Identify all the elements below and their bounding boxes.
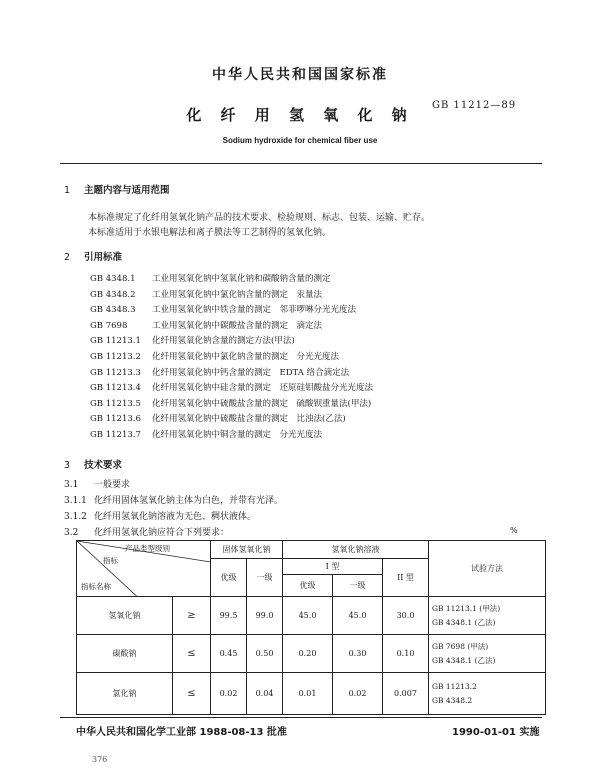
section-1-paragraph: 本标准规定了化纤用氢氧化钠产品的技术要求、检验规则、标志、包装、运输、贮存。 bbox=[88, 213, 431, 223]
section-title: 引用标准 bbox=[84, 252, 123, 263]
reference-code: GB 4348.2 bbox=[90, 289, 136, 300]
type-2-header: II 型 bbox=[383, 559, 429, 597]
clause-3-2 bbox=[64, 525, 229, 538]
test-method bbox=[429, 597, 546, 635]
value-solid-first: 0.04 bbox=[247, 673, 283, 715]
reference-title: 化纤用氢氧化钠中氯化钠含量的测定 分光光度法 bbox=[152, 352, 340, 362]
reference-item bbox=[90, 272, 331, 284]
value-solid-first: 0.50 bbox=[247, 635, 283, 673]
effective-date: 1990-01-01 实施 bbox=[452, 727, 540, 738]
reference-item bbox=[90, 366, 349, 378]
section-title: 主题内容与适用范围 bbox=[84, 185, 170, 196]
value-type1-first: 45.0 bbox=[333, 597, 383, 635]
value-type2: 0.10 bbox=[383, 635, 429, 673]
section-title: 技术要求 bbox=[84, 460, 123, 471]
value-solid-superior: 0.45 bbox=[211, 635, 247, 673]
reference-code: GB 11213.3 bbox=[90, 367, 141, 378]
reference-title: 化纤用氢氧化钠中硫酸盐含量的测定 硫酸钡重量法(甲法) bbox=[152, 398, 372, 409]
value-type1-superior: 0.01 bbox=[283, 673, 333, 715]
reference-code: GB 11213.1 bbox=[90, 336, 141, 347]
table-corner-header bbox=[77, 541, 211, 597]
reference-code: GB 7698 bbox=[90, 320, 128, 331]
corner-label-type: 产品类型级别 bbox=[125, 544, 170, 553]
clause-text: 化纤用固体氢氧化钠主体为白色，并带有光泽。 bbox=[94, 496, 284, 506]
reference-title: 工业用氢氧化钠中碳酸盐含量的测定 滴定法 bbox=[152, 320, 323, 331]
reference-item bbox=[90, 288, 322, 300]
reference-title: 工业用氢氧化钠中氯化钠含量的测定 汞量法 bbox=[152, 289, 323, 300]
solution-header: 氢氧化钠溶液 bbox=[283, 541, 429, 559]
reference-title: 化纤用氢氧化钠中钙含量的测定 EDTA 络合滴定法 bbox=[152, 367, 350, 378]
standard-code: GB 11212—89 bbox=[432, 100, 517, 111]
value-type1-superior: 0.20 bbox=[283, 635, 333, 673]
grade-superior-solution: 优级 bbox=[283, 575, 333, 597]
section-number: 1 bbox=[64, 185, 71, 196]
section-1-paragraph: 本标准适用于水银电解法和离子膜法等工艺制得的氢氧化钠。 bbox=[88, 228, 332, 238]
indicator-name: 氢氧化钠 bbox=[77, 597, 173, 635]
corner-label-index: 指标 bbox=[103, 556, 118, 565]
reference-item bbox=[90, 303, 356, 315]
reference-item bbox=[90, 428, 322, 440]
reference-title: 化纤用氢氧化钠含量的测定方法(甲法) bbox=[152, 336, 295, 347]
clause-number: 3.1 bbox=[64, 480, 79, 490]
reference-code: GB 4348.3 bbox=[90, 305, 136, 316]
indicator-name: 氯化钠 bbox=[77, 673, 173, 715]
header-divider bbox=[60, 163, 542, 164]
value-solid-first: 99.0 bbox=[247, 597, 283, 635]
clause-text: 一般要求 bbox=[94, 480, 131, 490]
clause-text: 化纤用氢氧化钠应符合下列要求： bbox=[94, 528, 230, 538]
page-number: 376 bbox=[92, 755, 108, 764]
english-title: Sodium hydroxide for chemical fiber use bbox=[222, 136, 378, 145]
reference-code: GB 11213.2 bbox=[90, 352, 141, 362]
approval-line: 中华人民共和国化学工业部 1988-08-13 批准 bbox=[76, 727, 287, 738]
test-method-b: GB 4348.1 (乙法) bbox=[432, 617, 496, 627]
value-type1-first: 0.30 bbox=[333, 635, 383, 673]
table-row bbox=[77, 673, 546, 715]
reference-title: 化纤用氢氧化钠中硅含量的测定 还原硅钼酸盐分光光度法 bbox=[152, 383, 374, 394]
reference-code: GB 11213.6 bbox=[90, 414, 141, 425]
section-2-heading bbox=[64, 249, 122, 263]
reference-item bbox=[90, 381, 373, 393]
reference-item bbox=[90, 397, 371, 409]
value-type1-superior: 45.0 bbox=[283, 597, 333, 635]
test-method-a: GB 7698 (甲法) bbox=[432, 641, 489, 651]
issuing-organization: 中华人民共和国国家标准 bbox=[212, 67, 388, 83]
comparison-symbol: ≤ bbox=[173, 635, 211, 673]
reference-code: GB 11213.4 bbox=[90, 383, 141, 394]
reference-title: 化纤用氢氧化钠中硫酸盐含量的测定 比浊法(乙法) bbox=[152, 414, 346, 425]
table-row bbox=[77, 635, 546, 673]
corner-label-name: 指标名称 bbox=[81, 582, 111, 591]
clause-number: 3.1.1 bbox=[64, 496, 87, 506]
reference-item bbox=[90, 412, 346, 424]
reference-title: 化纤用氢氧化钠中铜含量的测定 分光光度法 bbox=[152, 430, 323, 440]
indicator-name: 碳酸钠 bbox=[77, 635, 173, 673]
value-type2: 0.007 bbox=[383, 673, 429, 715]
value-type1-first: 0.02 bbox=[333, 673, 383, 715]
clause-number: 3.2 bbox=[64, 528, 79, 538]
value-solid-superior: 0.02 bbox=[211, 673, 247, 715]
test-method bbox=[429, 673, 546, 715]
test-method-a: GB 11213.1 (甲法) bbox=[432, 603, 501, 613]
clause-3-1 bbox=[64, 477, 130, 490]
reference-title: 工业用氢氧化钠中氢氧化钠和碳酸钠含量的测定 bbox=[152, 274, 331, 284]
value-type2: 30.0 bbox=[383, 597, 429, 635]
solid-header: 固体氢氧化钠 bbox=[211, 541, 283, 559]
reference-item bbox=[90, 319, 322, 331]
document-title: 化 纤 用 氢 氧 化 钠 bbox=[186, 106, 414, 124]
grade-superior-solid: 优级 bbox=[211, 559, 247, 597]
specification-table bbox=[76, 540, 546, 715]
test-method bbox=[429, 635, 546, 673]
value-solid-superior: 99.5 bbox=[211, 597, 247, 635]
section-1-heading bbox=[64, 182, 170, 196]
unit-mark: % bbox=[510, 526, 518, 535]
grade-first-solid: 一级 bbox=[247, 559, 283, 597]
type-1-header: I 型 bbox=[283, 559, 383, 575]
section-3-heading bbox=[64, 457, 122, 471]
clause-3-1-1 bbox=[64, 493, 283, 506]
section-number: 3 bbox=[64, 460, 71, 471]
test-method-header: 试验方法 bbox=[429, 541, 546, 597]
grade-first-solution: 一级 bbox=[333, 575, 383, 597]
comparison-symbol: ≤ bbox=[173, 673, 211, 715]
table-row bbox=[77, 597, 546, 635]
reference-code: GB 11213.5 bbox=[90, 398, 141, 409]
clause-number: 3.1.2 bbox=[64, 512, 87, 522]
test-method-a: GB 11213.2 bbox=[432, 681, 477, 691]
footer-divider bbox=[60, 717, 542, 718]
reference-item bbox=[90, 350, 339, 362]
comparison-symbol: ≥ bbox=[173, 597, 211, 635]
clause-text: 化纤用氢氧化钠溶液为无色、稠状液体。 bbox=[94, 512, 257, 522]
reference-code: GB 11213.7 bbox=[90, 430, 141, 440]
clause-3-1-2 bbox=[64, 509, 256, 522]
test-method-b: GB 4348.1 (乙法) bbox=[432, 655, 496, 665]
reference-title: 工业用氢氧化钠中铁含量的测定 邻菲啰啉分光光度法 bbox=[152, 305, 357, 316]
reference-code: GB 4348.1 bbox=[90, 274, 136, 284]
reference-item bbox=[90, 334, 295, 346]
section-number: 2 bbox=[64, 252, 71, 263]
test-method-b: GB 4348.2 bbox=[432, 695, 473, 705]
